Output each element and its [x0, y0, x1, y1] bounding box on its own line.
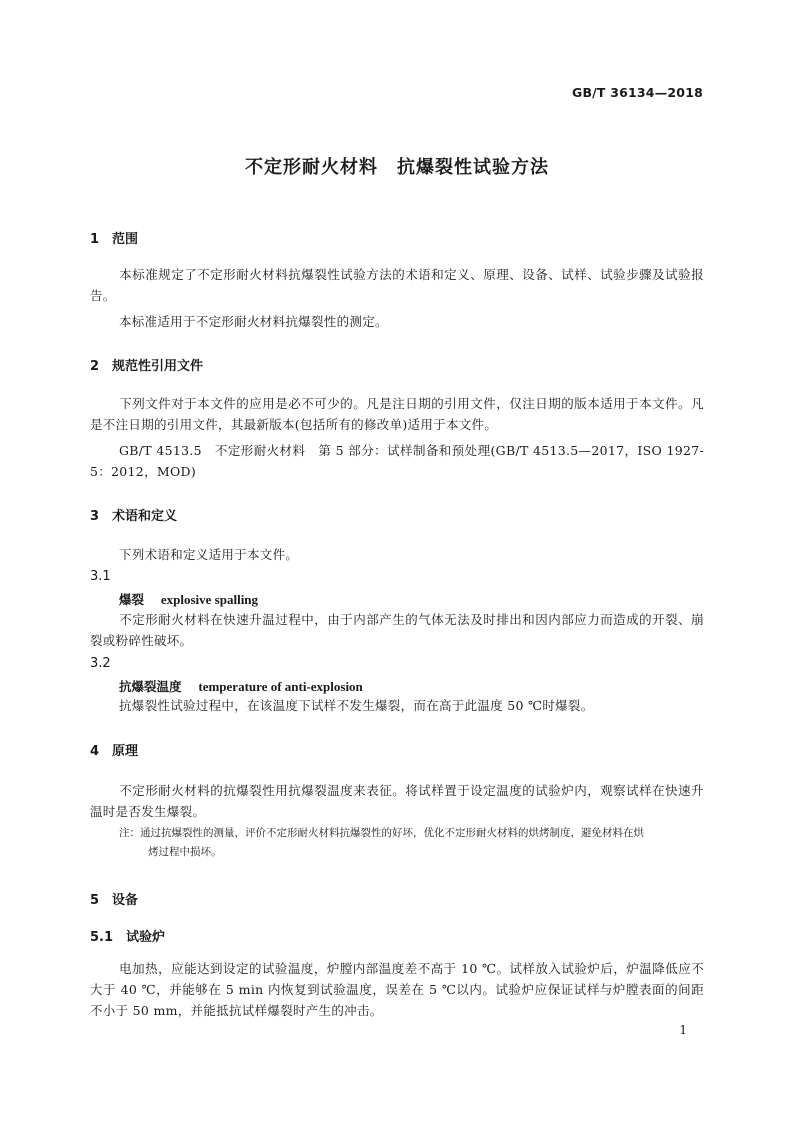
- section-5-1-heading: 5.1 试验炉: [90, 930, 166, 945]
- term-3-1-cn: 爆裂: [119, 592, 145, 607]
- section-4-heading: 4 原理: [90, 744, 139, 759]
- term-3-2-number: 3.2: [90, 656, 111, 671]
- section-4-paragraph-1: 不定形耐火材料的抗爆裂性用抗爆裂温度来表征。将试样置于设定温度的试验炉内，观察试样在快速升温时是否发生爆裂。: [90, 783, 704, 819]
- section-5-1-paragraph: 电加热，应能达到设定的试验温度，炉膛内部温度差不高于 10 ℃。试样放入试验炉后，炉温降低应不大于 40 ℃，并能够在 5 min 内恢复到试验温度，误差在 5 ℃以内。试验炉应保证试样与炉膛表面的间距不小于 50 mm，并能抵抗试样爆裂时产生的冲击。: [90, 961, 704, 1018]
- section-2-paragraph-1: 下列文件对于本文件的应用是必不可少的。凡是注日期的引用文件，仅注日期的版本适用于本文件。凡是不注日期的引用文件，其最新版本(包括所有的修改单)适用于本文件。: [90, 396, 704, 432]
- term-3-1-number: 3.1: [90, 569, 111, 584]
- section-3-heading: 3 术语和定义: [90, 509, 178, 524]
- section-2-heading: 2 规范性引用文件: [90, 359, 204, 374]
- term-3-1-definition: 不定形耐火材料在快速升温过程中，由于内部产生的气体无法及时排出和因内部应力而造成的开裂、崩裂或粉碎性破坏。: [90, 612, 704, 648]
- section-1-paragraph-1: 本标准规定了不定形耐火材料抗爆裂性试验方法的术语和定义、原理、设备、试样、试验步骤及试验报告。: [90, 267, 704, 303]
- document-title: 不定形耐火材料 抗爆裂性试验方法: [245, 157, 549, 178]
- term-3-1-en: explosive spalling: [160, 592, 259, 607]
- section-4-note: 注：通过抗爆裂性的测量，评价不定形耐火材料抗爆裂性的好坏，优化不定形耐火材料的烘烤制度，避免材料在烘 烤过程中损坏。: [119, 827, 644, 858]
- section-2-reference: GB/T 4513.5 不定形耐火材料 第 5 部分：试样制备和预处理(GB/T 4513.5—2017，ISO 1927-5：2012，MOD): [90, 443, 704, 479]
- term-3-2: [119, 677, 363, 695]
- term-3-2-en: temperature of anti-explosion: [198, 679, 363, 694]
- section-1-heading: 1 范围: [90, 232, 139, 247]
- page-number: 1: [679, 1023, 687, 1037]
- term-3-1: [119, 590, 258, 608]
- term-3-2-definition: 抗爆裂性试验过程中，在该温度下试样不发生爆裂，而在高于此温度 50 ℃时爆裂。: [119, 698, 594, 713]
- section-1-paragraph-2: 本标准适用于不定形耐火材料抗爆裂性的测定。: [119, 314, 388, 329]
- section-5-heading: 5 设备: [90, 893, 139, 908]
- term-3-2-cn: 抗爆裂温度: [119, 679, 182, 694]
- standard-number: GB/T 36134—2018: [571, 85, 703, 100]
- section-3-paragraph-1: 下列术语和定义适用于本文件。: [119, 547, 299, 562]
